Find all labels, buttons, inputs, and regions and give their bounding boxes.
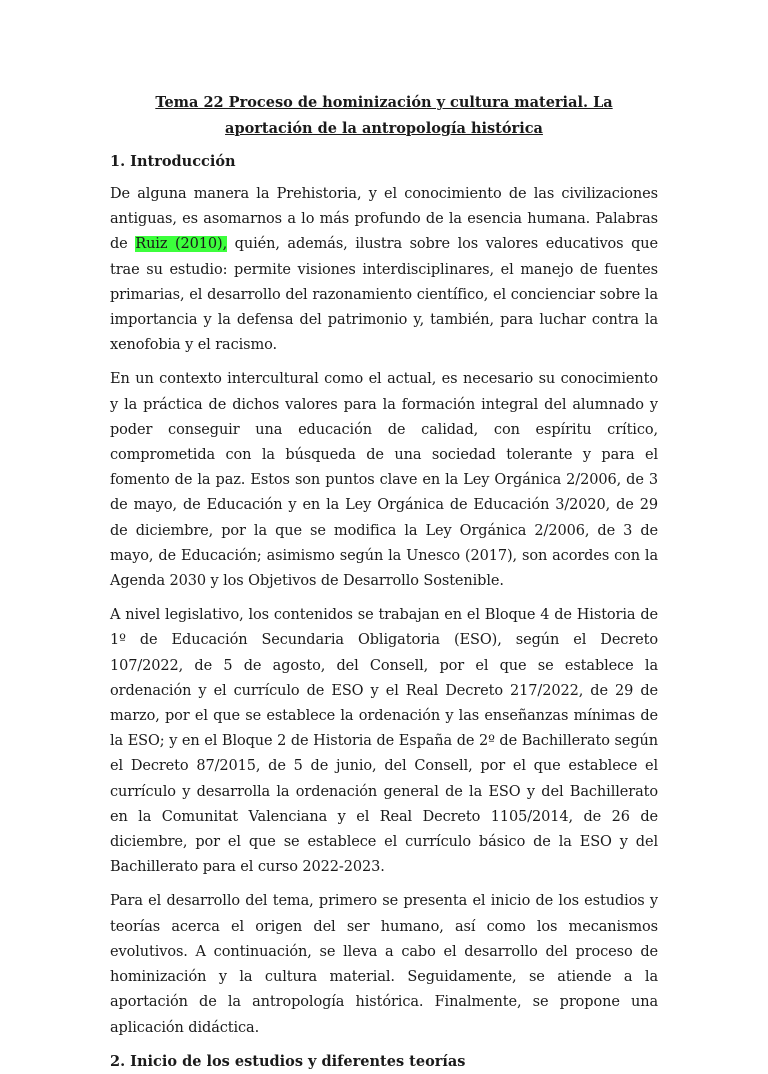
paragraph-2: En un contexto intercultural como el actual, es necesario su conocimiento y la práctica de dichos valores para la formación integral del alumnado y poder conseguir una educación de calidad, con espíritu crítico, comprometida con la búsqueda de una sociedad tolerante y para el fomento de la paz. Estos son puntos clave en la Ley Orgánica 2/2006, de 3 de mayo, de Educación y en la Ley Orgánica de Educación 3/2020, de 29 de diciembre, por la que se modifica la Ley Orgánica 2/2006, de 3 de mayo, de Educación; asimismo según la Unesco (2017), son acordes con la Agenda 2030 y los Objetivos de Desarrollo Sostenible. [110,371,658,590]
document-title: Tema 22 Proceso de hominización y cultura material. La aportación de la antropología histórica [155,94,613,137]
paragraph-1-text-before: De alguna manera la Prehistoria, y el conocimiento de las civilizaciones antiguas, es asomarnos a lo más profundo de la esencia humana. Palabras de [110,186,658,253]
paragraph-3: A nivel legislativo, los contenidos se trabajan en el Bloque 4 de Historia de 1º de Educación Secundaria Obligatoria (ESO), según el Decreto 107/2022, de 5 de agosto, del Consell, por el que se establece la ordenación y el currículo de ESO y el Real Decreto 217/2022, de 29 de marzo, por el que se establece la ordenación y las enseñanzas mínimas de la ESO; y en el Bloque 2 de Historia de España de 2º de Bachillerato según el Decreto 87/2015, de 5 de junio, del Consell, por el que establece el currículo y desarrolla la ordenación general de la ESO y del Bachillerato en la Comunitat Valenciana y el Real Decreto 1105/2014, de 26 de diciembre, por el que se establece el currículo básico de la ESO y del Bachillerato para el curso 2022-2023. [110,607,658,876]
section-heading-inicio-estudios: 2. Inicio de los estudios y diferentes teorías [110,1052,466,1070]
highlighted-citation: Ruiz (2010), [135,236,228,253]
paragraph-1-text-after: quién, además, ilustra sobre los valores educativos que trae su estudio: permite visiones interdisciplinares, el manejo de fuentes primarias, el desarrollo del razonamiento científico, el concienciar sobre la importancia y la defensa del patrimonio y, también, para luchar contra la xenofobia y el racismo. [110,236,658,354]
paragraph-4: Para el desarrollo del tema, primero se presenta el inicio de los estudios y teorías acerca el origen del ser humano, así como los mecanismos evolutivos. A continuación, se lleva a cabo el desarrollo del proceso de hominización y la cultura material. Seguidamente, se atiende a la aportación de la antropología histórica. Finalmente, se propone una aplicación didáctica. [110,893,658,1036]
paragraph-1 [110,182,658,358]
section-heading-introduccion: 1. Introducción [110,153,236,170]
